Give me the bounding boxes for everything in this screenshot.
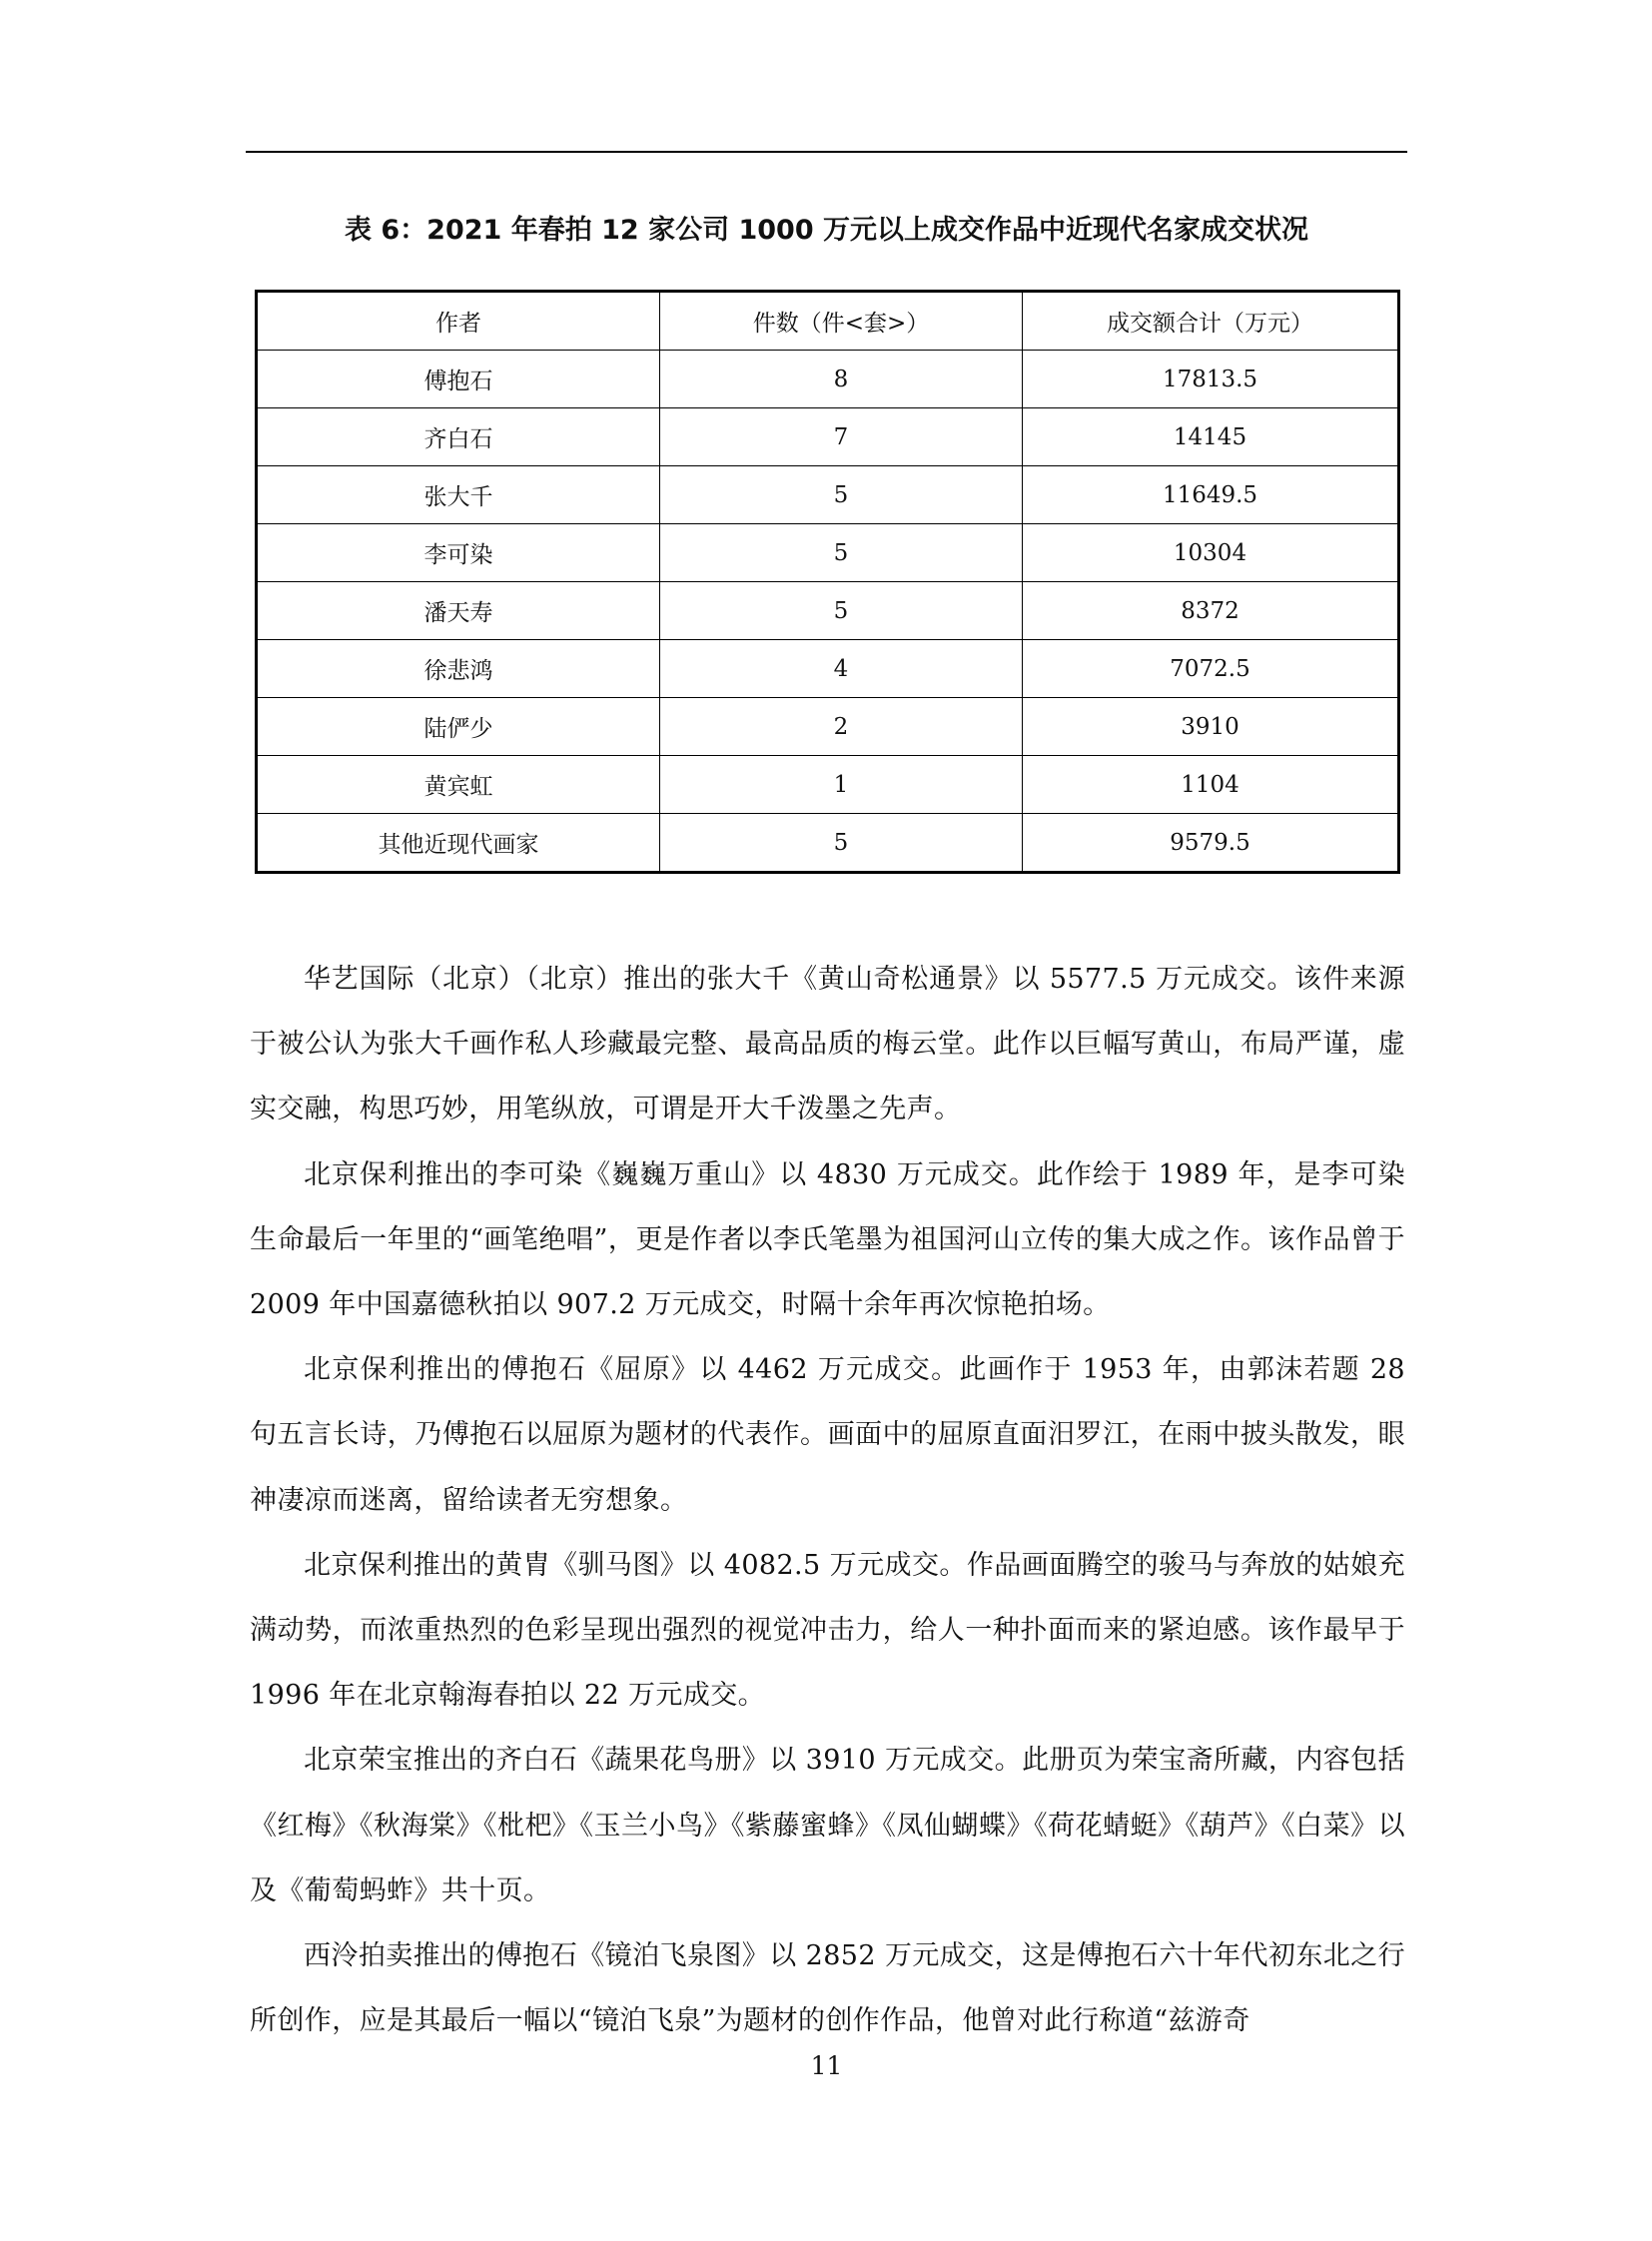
table-row [257,466,1399,524]
cell-total: 10304 [1023,524,1399,582]
cell-author: 黄宾虹 [257,756,660,814]
cell-count: 5 [660,582,1023,640]
cell-total: 14145 [1023,408,1399,466]
cell-count: 5 [660,524,1023,582]
table-row [257,408,1399,466]
table-header-row [257,292,1399,351]
table-row [257,524,1399,582]
cell-author: 傅抱石 [257,351,660,408]
cell-total: 17813.5 [1023,351,1399,408]
column-header-author: 作者 [257,292,660,351]
cell-total: 7072.5 [1023,640,1399,698]
paragraph: 北京保利推出的黄胄《驯马图》以 4082.5 万元成交。作品画面腾空的骏马与奔放的姑娘充满动势，而浓重热烈的色彩呈现出强烈的视觉冲击力，给人一种扑面而来的紧迫感。该作最早于 1996 年在北京翰海春拍以 22 万元成交。 [250,1549,1405,1712]
cell-author: 其他近现代画家 [257,814,660,873]
header-rule [246,151,1407,153]
table-row [257,698,1399,756]
table-row [257,582,1399,640]
cell-total: 11649.5 [1023,466,1399,524]
table-row [257,351,1399,408]
cell-author: 张大千 [257,466,660,524]
cell-count: 5 [660,814,1023,873]
cell-author: 齐白石 [257,408,660,466]
table-title: 表 6：2021 年春拍 12 家公司 1000 万元以上成交作品中近现代名家成交状况 [344,215,1309,246]
cell-count: 7 [660,408,1023,466]
paragraph: 华艺国际（北京）（北京）推出的张大千《黄山奇松通景》以 5577.5 万元成交。该件来源于被公认为张大千画作私人珍藏最完整、最高品质的梅云堂。此作以巨幅写黄山，布局严谨，虚实交融，构思巧妙，用笔纵放，可谓是开大千泼墨之先声。 [250,964,1405,1125]
paragraph: 北京保利推出的傅抱石《屈原》以 4462 万元成交。此画作于 1953 年，由郭沫若题 28 句五言长诗，乃傅抱石以屈原为题材的代表作。画面中的屈原直面汨罗江，在雨中披头散发，眼神凄凉而迷离，留给读者无穷想象。 [250,1354,1405,1516]
paragraph: 西泠拍卖推出的傅抱石《镜泊飞泉图》以 2852 万元成交，这是傅抱石六十年代初东北之行所创作，应是其最后一幅以“镜泊飞泉”为题材的创作作品，他曾对此行称道“兹游奇 [250,1940,1405,2037]
table-row [257,640,1399,698]
cell-count: 4 [660,640,1023,698]
cell-count: 1 [660,756,1023,814]
cell-author: 徐悲鸿 [257,640,660,698]
cell-count: 8 [660,351,1023,408]
cell-total: 8372 [1023,582,1399,640]
cell-total: 9579.5 [1023,814,1399,873]
cell-author: 潘天寿 [257,582,660,640]
cell-count: 2 [660,698,1023,756]
paragraph: 北京荣宝推出的齐白石《蔬果花鸟册》以 3910 万元成交。此册页为荣宝斋所藏，内容包括《红梅》《秋海棠》《枇杷》《玉兰小鸟》《紫藤蜜蜂》《凤仙蝴蝶》《荷花蜻蜓》《葫芦》《白菜》以及《葡萄蚂蚱》共十页。 [250,1745,1405,1906]
cell-total: 1104 [1023,756,1399,814]
table-row [257,814,1399,873]
table-row [257,756,1399,814]
cell-count: 5 [660,466,1023,524]
cell-author: 陆俨少 [257,698,660,756]
column-header-count: 件数（件<套>） [660,292,1023,351]
data-table [255,290,1400,874]
cell-author: 李可染 [257,524,660,582]
body-text [250,947,1405,2053]
cell-total: 3910 [1023,698,1399,756]
paragraph: 北京保利推出的李可染《巍巍万重山》以 4830 万元成交。此作绘于 1989 年，是李可染生命最后一年里的“画笔绝唱”，更是作者以李氏笔墨为祖国河山立传的集大成之作。该作品曾于 2009 年中国嘉德秋拍以 907.2 万元成交，时隔十余年再次惊艳拍场。 [250,1158,1405,1321]
page-number: 11 [810,2051,843,2080]
column-header-total: 成交额合计（万元） [1023,292,1399,351]
